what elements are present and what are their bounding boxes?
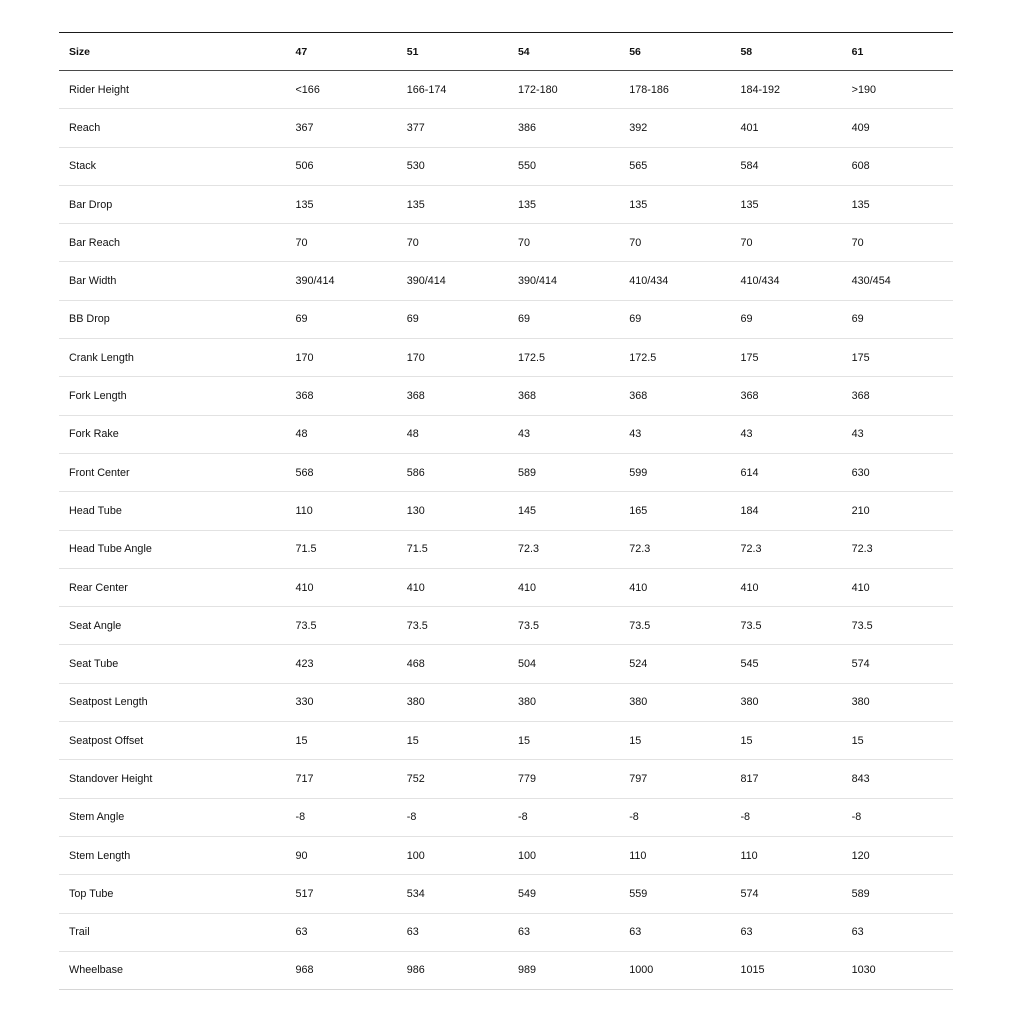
row-value-cell: 70 xyxy=(842,224,953,262)
table-row xyxy=(59,339,953,377)
table-row xyxy=(59,760,953,798)
row-value-cell: 410/434 xyxy=(619,262,730,300)
header-cell-size-label: Size xyxy=(59,33,286,71)
row-value-cell: 15 xyxy=(619,722,730,760)
row-label-cell: Bar Drop xyxy=(59,185,286,223)
row-value-cell: 15 xyxy=(508,722,619,760)
row-value-cell: 73.5 xyxy=(397,607,508,645)
row-value-cell: 73.5 xyxy=(730,607,841,645)
row-value-cell: -8 xyxy=(842,798,953,836)
table-row xyxy=(59,71,953,109)
row-value-cell: 330 xyxy=(286,683,397,721)
row-value-cell: 368 xyxy=(619,377,730,415)
row-value-cell: 73.5 xyxy=(286,607,397,645)
row-value-cell: 43 xyxy=(619,415,730,453)
row-value-cell: 368 xyxy=(508,377,619,415)
row-value-cell: 172.5 xyxy=(619,339,730,377)
row-label-cell: Reach xyxy=(59,109,286,147)
row-label-cell: Fork Length xyxy=(59,377,286,415)
row-value-cell: 410 xyxy=(619,568,730,606)
row-value-cell: 1015 xyxy=(730,951,841,989)
row-value-cell: 1000 xyxy=(619,951,730,989)
row-value-cell: 63 xyxy=(397,913,508,951)
row-label-cell: Stack xyxy=(59,147,286,185)
table-row xyxy=(59,951,953,989)
row-value-cell: 797 xyxy=(619,760,730,798)
row-value-cell: 599 xyxy=(619,453,730,491)
row-label-cell: Seat Angle xyxy=(59,607,286,645)
row-value-cell: 72.3 xyxy=(730,530,841,568)
row-label-cell: Seatpost Offset xyxy=(59,722,286,760)
row-value-cell: 184-192 xyxy=(730,71,841,109)
row-value-cell: 72.3 xyxy=(619,530,730,568)
table-row xyxy=(59,568,953,606)
row-value-cell: 63 xyxy=(730,913,841,951)
row-value-cell: 69 xyxy=(286,300,397,338)
row-value-cell: 401 xyxy=(730,109,841,147)
row-value-cell: 386 xyxy=(508,109,619,147)
row-value-cell: 989 xyxy=(508,951,619,989)
table-row xyxy=(59,377,953,415)
row-value-cell: 584 xyxy=(730,147,841,185)
row-value-cell: 15 xyxy=(397,722,508,760)
row-value-cell: 524 xyxy=(619,645,730,683)
table-row xyxy=(59,300,953,338)
table-row xyxy=(59,530,953,568)
row-value-cell: 135 xyxy=(842,185,953,223)
row-value-cell: 574 xyxy=(842,645,953,683)
row-value-cell: 15 xyxy=(730,722,841,760)
row-label-cell: Wheelbase xyxy=(59,951,286,989)
row-value-cell: 73.5 xyxy=(619,607,730,645)
row-value-cell: 172-180 xyxy=(508,71,619,109)
row-label-cell: Front Center xyxy=(59,453,286,491)
row-label-cell: Seatpost Length xyxy=(59,683,286,721)
row-value-cell: 380 xyxy=(730,683,841,721)
table-row xyxy=(59,224,953,262)
row-value-cell: 817 xyxy=(730,760,841,798)
row-value-cell: 15 xyxy=(842,722,953,760)
row-value-cell: 390/414 xyxy=(508,262,619,300)
row-value-cell: 614 xyxy=(730,453,841,491)
row-label-cell: Rider Height xyxy=(59,71,286,109)
row-value-cell: 73.5 xyxy=(508,607,619,645)
row-value-cell: 368 xyxy=(286,377,397,415)
row-value-cell: -8 xyxy=(508,798,619,836)
row-value-cell: 43 xyxy=(508,415,619,453)
header-cell-size-54: 54 xyxy=(508,33,619,71)
row-value-cell: 170 xyxy=(397,339,508,377)
table-row xyxy=(59,836,953,874)
row-value-cell: 69 xyxy=(619,300,730,338)
table-row xyxy=(59,262,953,300)
row-value-cell: 390/414 xyxy=(286,262,397,300)
row-value-cell: 63 xyxy=(842,913,953,951)
row-value-cell: 135 xyxy=(619,185,730,223)
row-value-cell: 170 xyxy=(286,339,397,377)
row-value-cell: 410 xyxy=(730,568,841,606)
row-value-cell: 63 xyxy=(619,913,730,951)
row-value-cell: 175 xyxy=(842,339,953,377)
row-label-cell: Seat Tube xyxy=(59,645,286,683)
table-row xyxy=(59,645,953,683)
row-value-cell: 69 xyxy=(730,300,841,338)
row-value-cell: 71.5 xyxy=(286,530,397,568)
row-value-cell: 70 xyxy=(730,224,841,262)
header-cell-size-51: 51 xyxy=(397,33,508,71)
row-label-cell: Rear Center xyxy=(59,568,286,606)
row-value-cell: -8 xyxy=(619,798,730,836)
row-label-cell: Fork Rake xyxy=(59,415,286,453)
row-label-cell: Stem Angle xyxy=(59,798,286,836)
row-value-cell: 752 xyxy=(397,760,508,798)
row-value-cell: 504 xyxy=(508,645,619,683)
row-value-cell: 110 xyxy=(619,836,730,874)
row-value-cell: 589 xyxy=(508,453,619,491)
table-row xyxy=(59,683,953,721)
row-value-cell: 135 xyxy=(397,185,508,223)
row-value-cell: 210 xyxy=(842,492,953,530)
row-value-cell: 72.3 xyxy=(842,530,953,568)
row-label-cell: Stem Length xyxy=(59,836,286,874)
row-value-cell: 166-174 xyxy=(397,71,508,109)
row-value-cell: 410/434 xyxy=(730,262,841,300)
row-value-cell: 430/454 xyxy=(842,262,953,300)
row-value-cell: 380 xyxy=(508,683,619,721)
row-value-cell: 368 xyxy=(397,377,508,415)
row-value-cell: 130 xyxy=(397,492,508,530)
row-value-cell: 145 xyxy=(508,492,619,530)
row-value-cell: >190 xyxy=(842,71,953,109)
table-row xyxy=(59,147,953,185)
row-value-cell: 410 xyxy=(286,568,397,606)
row-value-cell: 586 xyxy=(397,453,508,491)
row-value-cell: 175 xyxy=(730,339,841,377)
row-value-cell: 717 xyxy=(286,760,397,798)
table-body xyxy=(59,71,953,990)
geometry-table-container xyxy=(59,32,953,990)
row-value-cell: 63 xyxy=(286,913,397,951)
row-label-cell: Head Tube Angle xyxy=(59,530,286,568)
row-value-cell: 69 xyxy=(397,300,508,338)
row-value-cell: 73.5 xyxy=(842,607,953,645)
row-value-cell: 549 xyxy=(508,875,619,913)
row-value-cell: 70 xyxy=(397,224,508,262)
row-value-cell: 968 xyxy=(286,951,397,989)
row-value-cell: 589 xyxy=(842,875,953,913)
row-value-cell: 574 xyxy=(730,875,841,913)
row-value-cell: 517 xyxy=(286,875,397,913)
row-value-cell: 90 xyxy=(286,836,397,874)
row-value-cell: 367 xyxy=(286,109,397,147)
table-row xyxy=(59,185,953,223)
row-value-cell: 69 xyxy=(508,300,619,338)
row-value-cell: 135 xyxy=(508,185,619,223)
row-value-cell: 368 xyxy=(842,377,953,415)
table-row xyxy=(59,607,953,645)
row-label-cell: BB Drop xyxy=(59,300,286,338)
row-value-cell: 550 xyxy=(508,147,619,185)
row-value-cell: 43 xyxy=(730,415,841,453)
table-row xyxy=(59,492,953,530)
row-value-cell: 120 xyxy=(842,836,953,874)
table-row xyxy=(59,453,953,491)
row-value-cell: 568 xyxy=(286,453,397,491)
row-value-cell: 70 xyxy=(619,224,730,262)
row-value-cell: 15 xyxy=(286,722,397,760)
geometry-table xyxy=(59,32,953,990)
row-value-cell: 779 xyxy=(508,760,619,798)
row-value-cell: 184 xyxy=(730,492,841,530)
row-value-cell: -8 xyxy=(730,798,841,836)
row-value-cell: 534 xyxy=(397,875,508,913)
row-value-cell: 110 xyxy=(286,492,397,530)
row-value-cell: 100 xyxy=(397,836,508,874)
row-label-cell: Bar Reach xyxy=(59,224,286,262)
row-value-cell: 390/414 xyxy=(397,262,508,300)
row-value-cell: 43 xyxy=(842,415,953,453)
header-cell-size-61: 61 xyxy=(842,33,953,71)
table-row xyxy=(59,913,953,951)
header-cell-size-58: 58 xyxy=(730,33,841,71)
row-value-cell: 565 xyxy=(619,147,730,185)
row-value-cell: 110 xyxy=(730,836,841,874)
row-value-cell: 100 xyxy=(508,836,619,874)
row-label-cell: Trail xyxy=(59,913,286,951)
row-value-cell: -8 xyxy=(397,798,508,836)
row-value-cell: 392 xyxy=(619,109,730,147)
row-value-cell: 410 xyxy=(842,568,953,606)
row-value-cell: 410 xyxy=(508,568,619,606)
row-value-cell: 71.5 xyxy=(397,530,508,568)
table-row xyxy=(59,722,953,760)
row-value-cell: 69 xyxy=(842,300,953,338)
row-value-cell: 368 xyxy=(730,377,841,415)
row-label-cell: Crank Length xyxy=(59,339,286,377)
row-value-cell: -8 xyxy=(286,798,397,836)
row-label-cell: Standover Height xyxy=(59,760,286,798)
row-value-cell: 165 xyxy=(619,492,730,530)
table-header xyxy=(59,33,953,71)
row-value-cell: 72.3 xyxy=(508,530,619,568)
table-row xyxy=(59,109,953,147)
row-label-cell: Head Tube xyxy=(59,492,286,530)
row-value-cell: 380 xyxy=(619,683,730,721)
row-label-cell: Bar Width xyxy=(59,262,286,300)
row-value-cell: <166 xyxy=(286,71,397,109)
row-value-cell: 70 xyxy=(508,224,619,262)
row-value-cell: 843 xyxy=(842,760,953,798)
row-value-cell: 409 xyxy=(842,109,953,147)
row-value-cell: 1030 xyxy=(842,951,953,989)
row-value-cell: 48 xyxy=(286,415,397,453)
table-row xyxy=(59,798,953,836)
row-value-cell: 380 xyxy=(397,683,508,721)
row-value-cell: 468 xyxy=(397,645,508,683)
row-value-cell: 178-186 xyxy=(619,71,730,109)
row-value-cell: 410 xyxy=(397,568,508,606)
row-value-cell: 135 xyxy=(286,185,397,223)
row-value-cell: 63 xyxy=(508,913,619,951)
header-cell-size-47: 47 xyxy=(286,33,397,71)
row-value-cell: 70 xyxy=(286,224,397,262)
row-value-cell: 423 xyxy=(286,645,397,683)
table-row xyxy=(59,415,953,453)
row-value-cell: 506 xyxy=(286,147,397,185)
header-cell-size-56: 56 xyxy=(619,33,730,71)
row-value-cell: 608 xyxy=(842,147,953,185)
row-label-cell: Top Tube xyxy=(59,875,286,913)
row-value-cell: 380 xyxy=(842,683,953,721)
row-value-cell: 530 xyxy=(397,147,508,185)
header-row xyxy=(59,33,953,71)
row-value-cell: 172.5 xyxy=(508,339,619,377)
row-value-cell: 135 xyxy=(730,185,841,223)
row-value-cell: 48 xyxy=(397,415,508,453)
row-value-cell: 630 xyxy=(842,453,953,491)
row-value-cell: 986 xyxy=(397,951,508,989)
table-row xyxy=(59,875,953,913)
row-value-cell: 377 xyxy=(397,109,508,147)
row-value-cell: 545 xyxy=(730,645,841,683)
row-value-cell: 559 xyxy=(619,875,730,913)
